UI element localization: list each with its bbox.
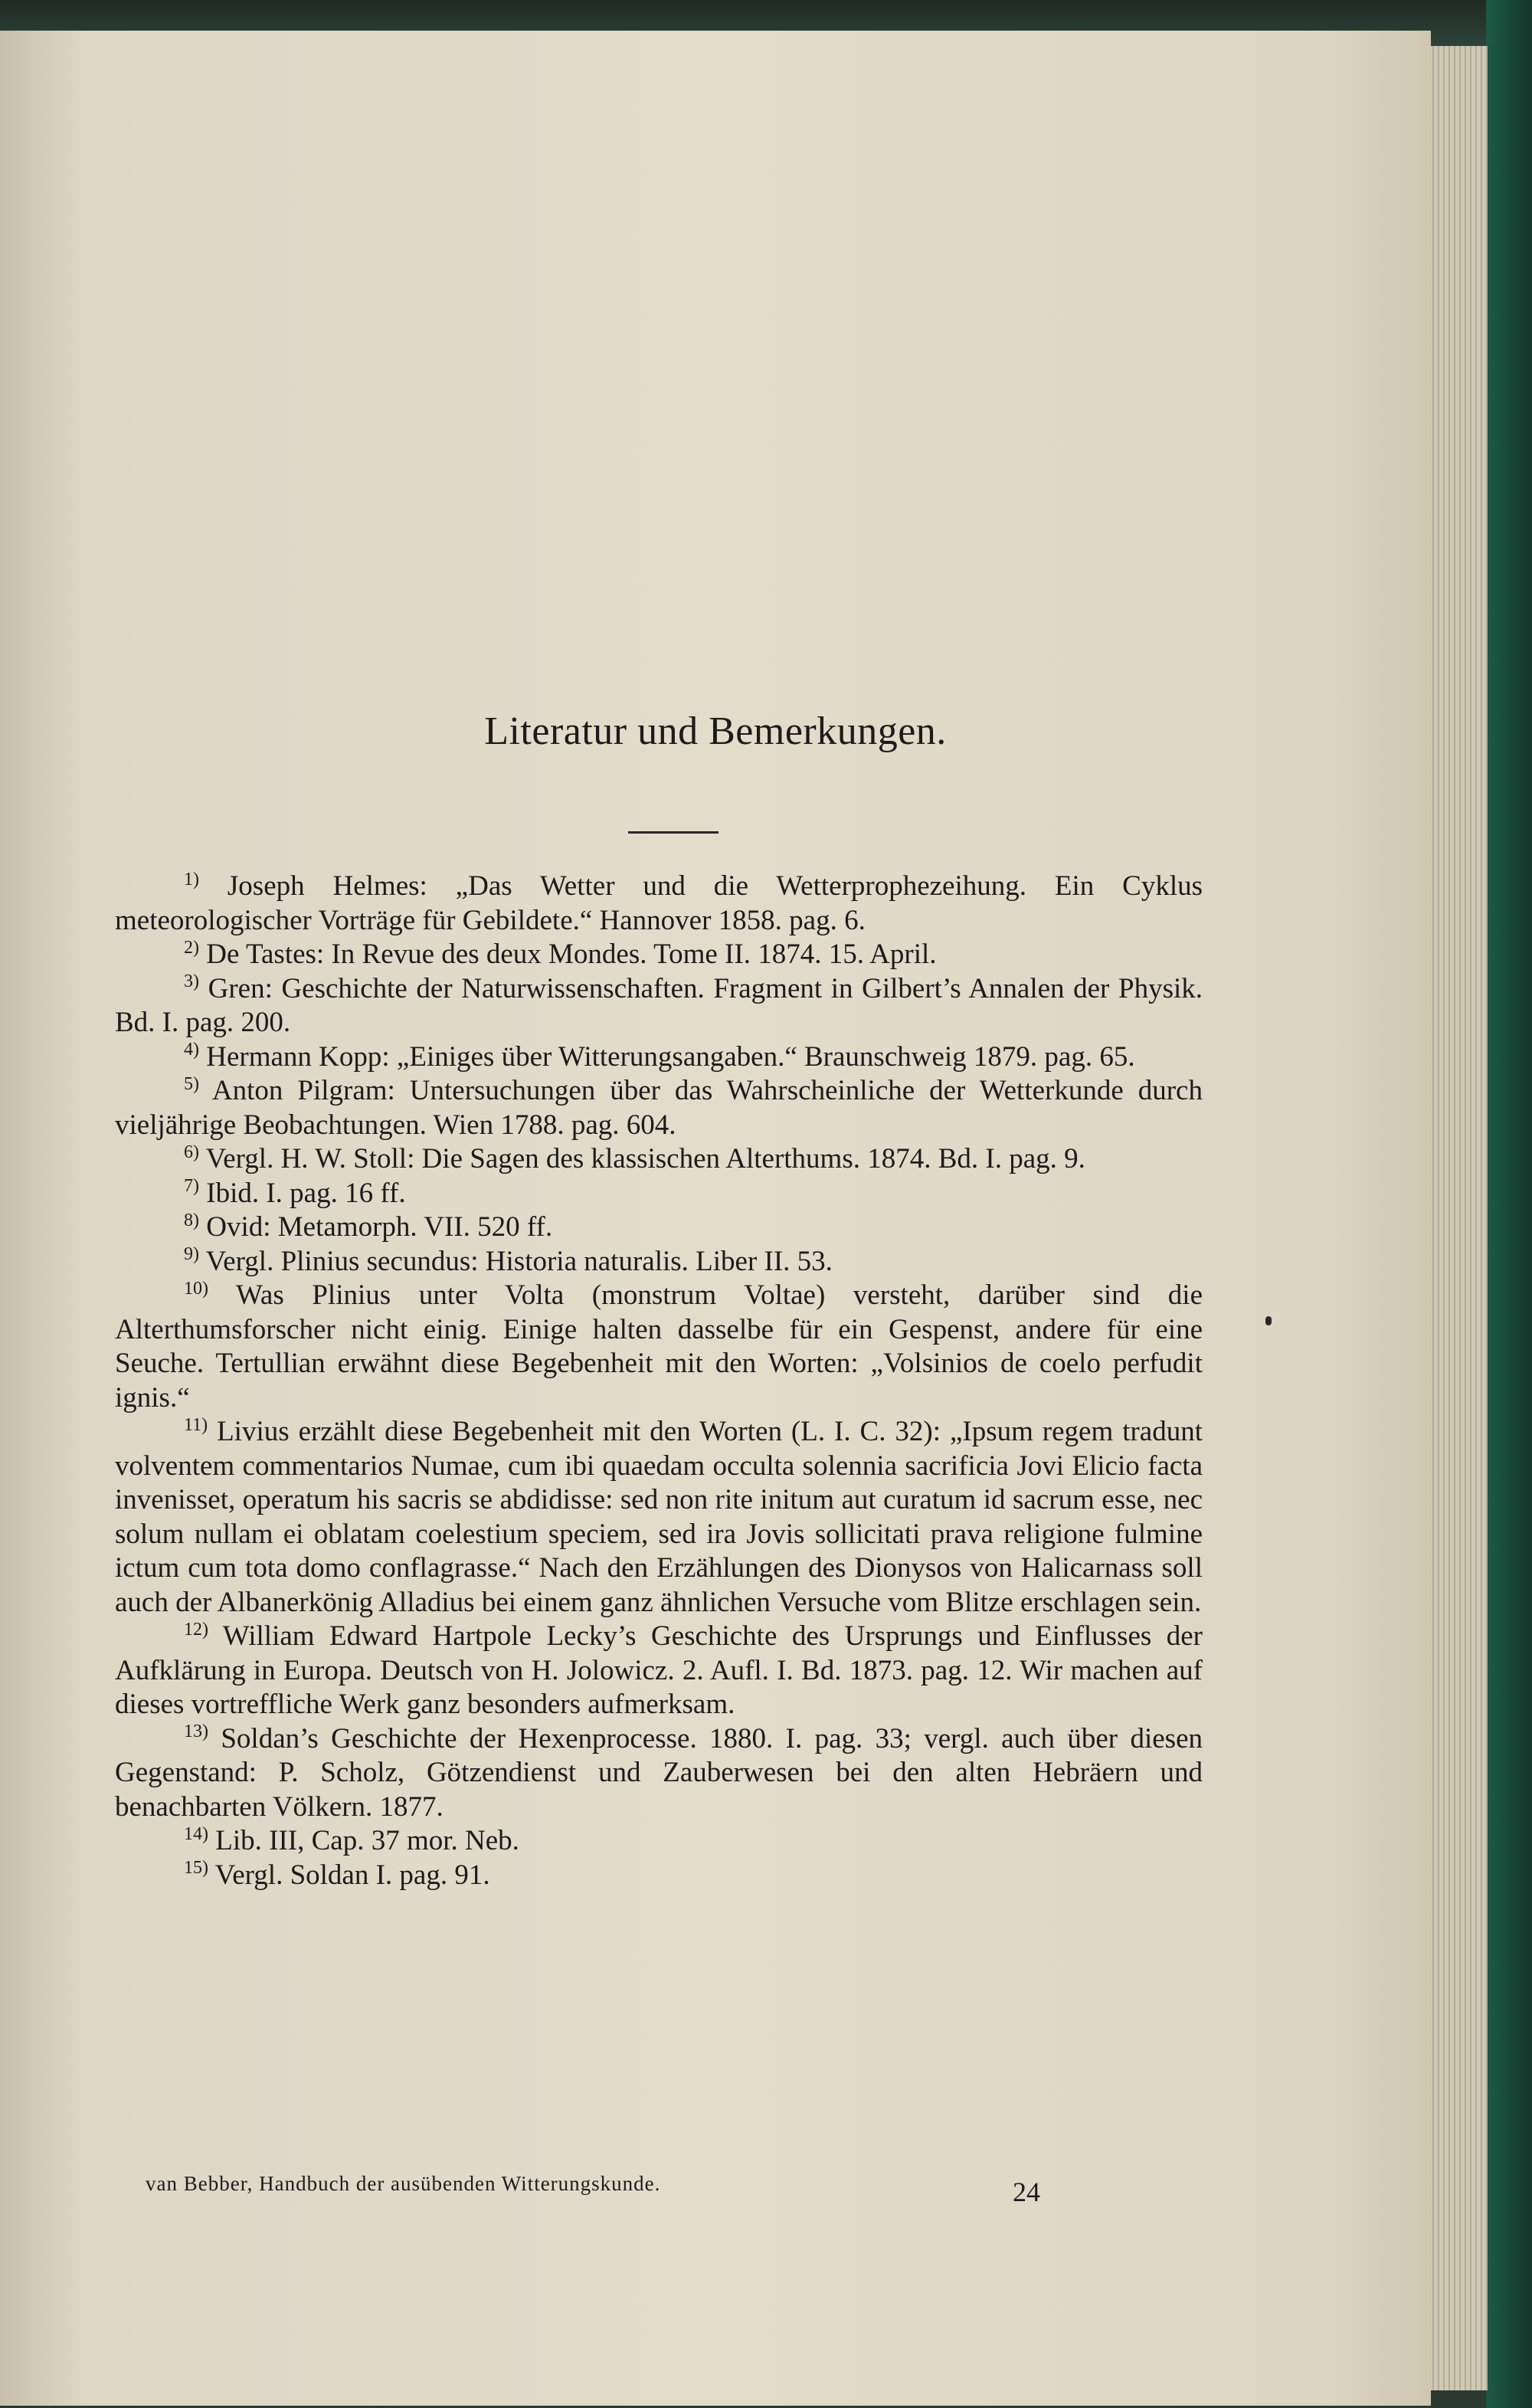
note-4: $^{4)}$ Hermann Kopp: „Einiges über Witterungsangaben.“ Braunschweig 1879. pag. 65. (184, 1040, 1135, 1073)
note-5: $^{5)}$ Anton Pilgram: Untersuchungen über das Wahrscheinliche der Wetterkunde durch vieljährige Beobachtungen. Wien 1788. pag. 604. (115, 1073, 1203, 1141)
page-title: Literatur und Bemerkungen. (484, 709, 947, 753)
note-8: $^{8)}$ Ovid: Metamorph. VII. 520 ff. (184, 1210, 553, 1243)
notes-list (115, 870, 1203, 1892)
page-edges (1423, 46, 1488, 2390)
note-14: $^{14)}$ Lib. III, Cap. 37 mor. Neb. (184, 1823, 519, 1856)
note-2: $^{2)}$ De Tastes: In Revue des deux Mondes. Tome II. 1874. 15. April. (184, 937, 937, 970)
note-9: $^{9)}$ Vergl. Plinius secundus: Historia naturalis. Liber II. 53. (184, 1244, 833, 1277)
note-13: $^{13)}$ Soldan’s Geschichte der Hexenprocesse. 1880. I. pag. 33; vergl. auch über diesen Gegenstand: P. Scholz, Götzendienst und Zauberwesen bei den alten Hebräern und benachbarten Völkern. 1877. (115, 1722, 1203, 1823)
title-rule (628, 831, 719, 834)
book-page (0, 31, 1431, 2406)
note-6: $^{6)}$ Vergl. H. W. Stoll: Die Sagen des klassischen Alterthums. 1874. Bd. I. pag. 9. (184, 1142, 1085, 1175)
note-11: $^{11)}$ Livius erzählt diese Begebenheit mit den Worten (L. I. C. 32): „Ipsum regem tradunt volventem commentarios Numae, cum ibi quaedam occulta solennia sacrificia Jovi Elicio facta invenisset, operatum his sacris se abdidisse: sed non rite initum aut curatum id sacrum esse, nec solum nullam ei oblatam coelestium speciem, sed ira Jovis sollicitati prava religione fulmine ictum cum tota domo conflagrasse.“ Nach den Erzählungen des Dionysos von Halicarnass soll auch der Albanerkönig Alladius bei einem ganz ähnlichen Versuche vom Blitze erschlagen sein. (115, 1414, 1203, 1618)
note-10: $^{10)}$ Was Plinius unter Volta (monstrum Voltae) versteht, darüber sind die Alterthumsforscher nicht einig. Einige halten dasselbe für ein Gespenst, andere für eine Seuche. Tertullian erwähnt diese Begebenheit mit den Worten: „Volsinios de coelo perfudit ignis.“ (115, 1278, 1203, 1414)
page-footer: van Bebber, Handbuch der ausübenden Witterungskunde. (146, 2172, 661, 2195)
ink-speck (1265, 1316, 1272, 1325)
note-1: $^{1)}$ Joseph Helmes: „Das Wetter und die Wetterprophezeihung. Ein Cyklus meteorologischer Vorträge für Gebildete.“ Hannover 1858. pag. 6. (115, 869, 1203, 936)
note-12: $^{12)}$ William Edward Hartpole Lecky’s Geschichte des Ursprungs und Einflusses der Aufklärung in Europa. Deutsch von H. Jolowicz. 2. Aufl. I. Bd. 1873. pag. 12. Wir machen auf dieses vortreffliche Werk ganz besonders aufmerksam. (115, 1619, 1203, 1720)
page-number: 24 (1013, 2177, 1040, 2207)
note-7: $^{7)}$ Ibid. I. pag. 16 ff. (184, 1176, 406, 1209)
note-15: $^{15)}$ Vergl. Soldan I. pag. 91. (184, 1858, 490, 1891)
book-cover-spine (1486, 0, 1532, 2408)
note-3: $^{3)}$ Gren: Geschichte der Naturwissenschaften. Fragment in Gilbert’s Annalen der Physik. Bd. I. pag. 200. (115, 971, 1203, 1038)
